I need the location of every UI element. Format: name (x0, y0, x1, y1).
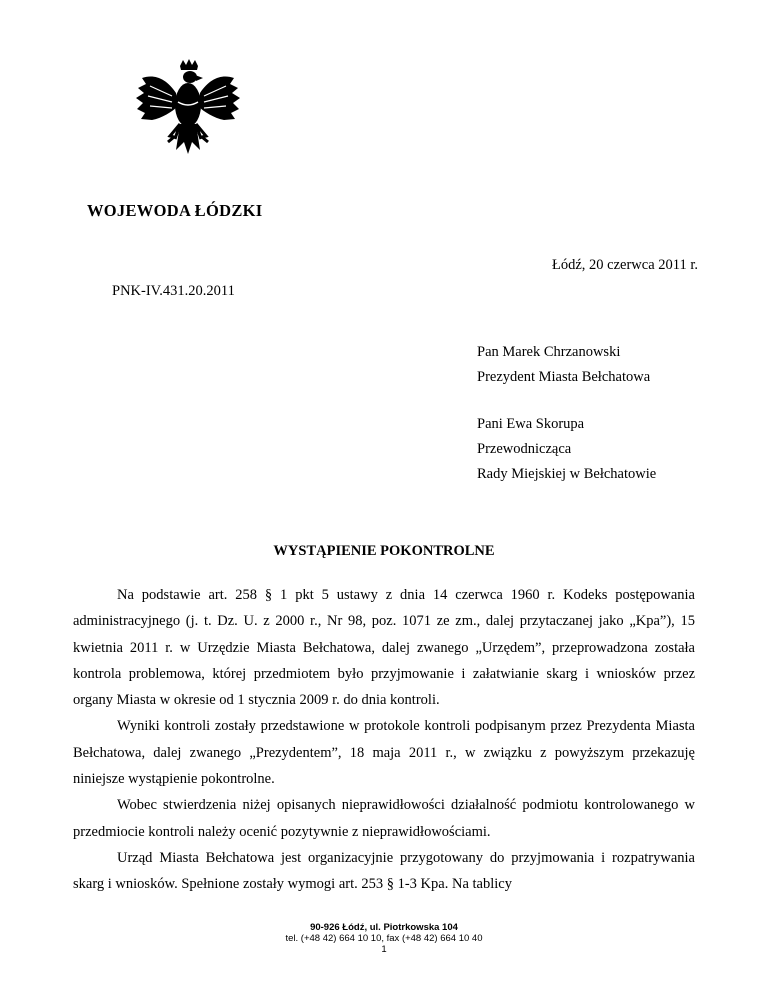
footer-contact: tel. (+48 42) 664 10 10, fax (+48 42) 664 10 40 (285, 933, 483, 944)
document-body (73, 582, 695, 898)
recipient-role: Przewodnicząca (477, 441, 572, 457)
body-paragraph: Wyniki kontroli zostały przedstawione w protokole kontroli podpisanym przez Prezydenta Miasta Bełchatowa, dalej zwanego „Prezydentem”, 18 maja 2011 r., w związku z powyższym przekazuję niniejsze wystąpienie pokontrolne. (73, 718, 695, 788)
page-footer (0, 922, 768, 955)
body-paragraph: Urząd Miasta Bełchatowa jest organizacyjnie przygotowany do przyjmowania i rozpatrywania skarg i wniosków. Spełnione zostały wymogi art. 253 § 1-3 Kpa. Na tablicy (73, 849, 695, 893)
reference-number: PNK-IV.431.20.2011 (112, 283, 235, 299)
page-number: 1 (381, 944, 387, 955)
recipient-name: Pani Ewa Skorupa (477, 416, 585, 432)
recipient-organization: Rady Miejskiej w Bełchatowie (477, 466, 657, 482)
footer-address: 90-926 Łódź, ul. Piotrkowska 104 (310, 922, 458, 933)
recipient-name: Pan Marek Chrzanowski (477, 344, 621, 360)
polish-eagle-emblem-icon (128, 58, 248, 158)
body-paragraph: Na podstawie art. 258 § 1 pkt 5 ustawy z dnia 14 czerwca 1960 r. Kodeks postępowania administracyjnego (j. t. Dz. U. z 2000 r., Nr 98, poz. 1071 ze zm., dalej przytaczanej jako „Kpa”), 15 kwietnia 2011 r. w Urzędzie Miasta Bełchatowa, dalej zwanego „Urzędem”, przeprowadzona została kontrola problemowa, której przedmiotem było przyjmowanie i załatwianie skarg i wniosków przez organy Miasta w okresie od 1 stycznia 2009 r. do dnia kontroli. (73, 587, 695, 709)
issuing-authority: WOJEWODA ŁÓDZKI (87, 201, 263, 220)
body-paragraph: Wobec stwierdzenia niżej opisanych nieprawidłowości działalność podmiotu kontrolowanego w przedmiocie kontroli należy ocenić pozytywnie z nieprawidłowościami. (73, 797, 695, 840)
recipient-role: Prezydent Miasta Bełchatowa (477, 369, 651, 385)
document-title: WYSTĄPIENIE POKONTROLNE (273, 543, 495, 559)
document-date: Łódź, 20 czerwca 2011 r. (551, 257, 698, 273)
recipients-block (477, 340, 656, 487)
